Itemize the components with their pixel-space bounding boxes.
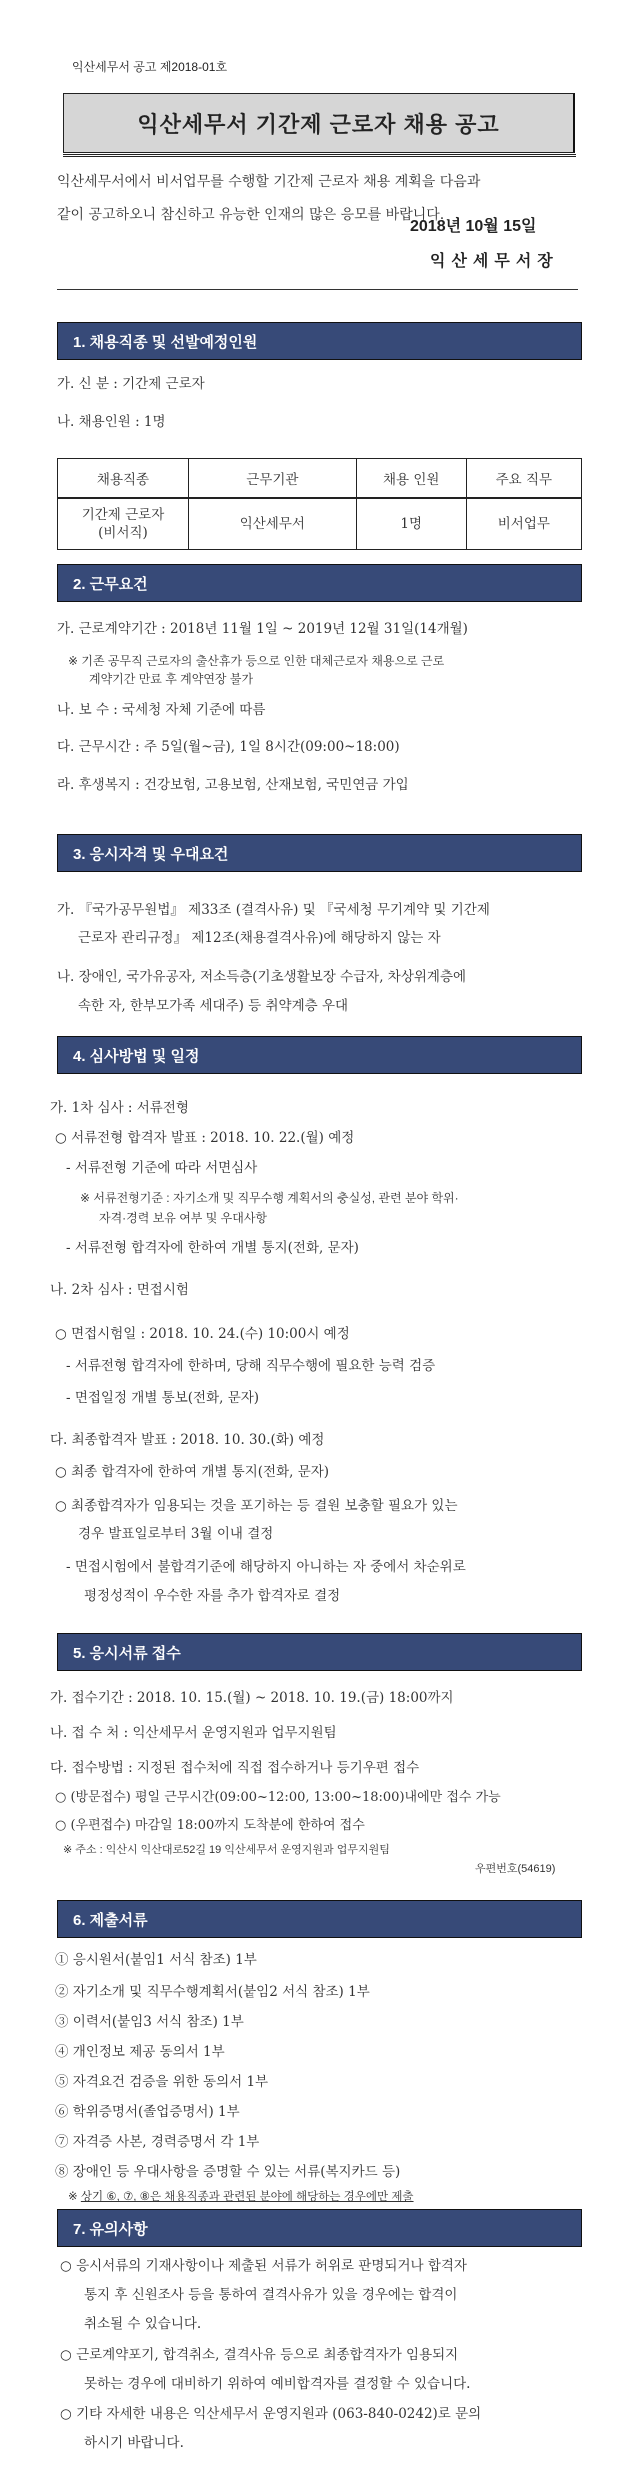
page-title: 익산세무서 기간제 근로자 채용 공고	[63, 93, 575, 153]
section-heading: 7. 유의사항	[57, 2209, 582, 2247]
list-item-continued: 통지 후 신원조사 등을 통하여 결격사유가 있을 경우에는 합격이	[84, 2287, 458, 2303]
submission-note	[68, 2188, 593, 2204]
table-header: 채용직종	[58, 459, 189, 499]
list-item: 다. 근무시간 : 주 5일(월~금), 1일 8시간(09:00~18:00)	[57, 739, 400, 755]
note: 자격·경력 보유 여부 및 우대사항	[99, 1211, 268, 1225]
list-item: - 면접일정 개별 통보(전화, 문자)	[66, 1390, 260, 1406]
list-item: ○ 서류전형 합격자 발표 : 2018. 10. 22.(월) 예정	[55, 1130, 355, 1146]
list-item: 가. 근로계약기간 : 2018년 11월 1일 ~ 2019년 12월 31일(14개월)	[57, 621, 468, 637]
table-header-row	[58, 459, 582, 499]
title-underline	[63, 154, 576, 157]
list-item: ① 응시원서(붙임1 서식 참조) 1부	[55, 1952, 257, 1968]
list-item: 나. 장애인, 국가유공자, 저소득층(기초생활보장 수급자, 차상위계층에	[57, 969, 467, 985]
list-item: ⑥ 학위증명서(졸업증명서) 1부	[55, 2104, 240, 2120]
list-item-continued: 평정성적이 우수한 자를 추가 합격자로 결정	[84, 1588, 341, 1604]
intro-line: 익산세무서에서 비서업무를 수행할 기간제 근로자 채용 계획을 다음과	[57, 174, 481, 190]
table-cell: 1명	[356, 498, 466, 550]
list-item: 나. 보 수 : 국세청 자체 기준에 따름	[57, 702, 266, 718]
list-item: 가. 접수기간 : 2018. 10. 15.(월) ~ 2018. 10. 19.(금) 18:00까지	[50, 1690, 454, 1706]
table-header: 채용 인원	[356, 459, 466, 499]
list-item: 가. 신 분 : 기간제 근로자	[57, 376, 205, 392]
list-item: 다. 최종합격자 발표 : 2018. 10. 30.(화) 예정	[50, 1432, 325, 1448]
list-item: ○ 기타 자세한 내용은 익산세무서 운영지원과 (063-840-0242)로 문의	[60, 2406, 482, 2422]
table-header: 주요 직무	[466, 459, 581, 499]
note-mark: ※	[68, 2191, 78, 2203]
section-heading: 3. 응시자격 및 우대요건	[57, 834, 582, 872]
intro-line: 같이 공고하오니 참신하고 유능한 인재의 많은 응모를 바랍니다.	[57, 207, 445, 223]
list-item: - 서류전형 합격자에 한하여 개별 통지(전화, 문자)	[66, 1240, 359, 1256]
note-text: 상기 ⑥, ⑦, ⑧은 채용직종과 관련된 분야에 해당하는 경우에만 제출	[80, 2191, 414, 2203]
list-item: 라. 후생복지 : 건강보험, 고용보험, 산재보험, 국민연금 가입	[57, 777, 409, 793]
list-item: 나. 2차 심사 : 면접시험	[50, 1282, 189, 1298]
list-item: ③ 이력서(붙임3 서식 참조) 1부	[55, 2014, 244, 2030]
note: ※ 기존 공무직 근로자의 출산휴가 등으로 인한 대체근로자 채용으로 근로	[68, 654, 445, 668]
table-cell: 비서업무	[466, 498, 581, 550]
issuer-name: 익산세무서장	[430, 253, 559, 270]
list-item-continued: 취소될 수 있습니다.	[84, 2316, 202, 2332]
list-item: ○ 근로계약포기, 합격취소, 결격사유 등으로 최종합격자가 임용되지	[60, 2347, 459, 2363]
list-item: ○ (방문접수) 평일 근무시간(09:00~12:00, 13:00~18:00)내에만 접수 가능	[55, 1790, 501, 1805]
list-item: 나. 채용인원 : 1명	[57, 414, 166, 430]
list-item: ⑦ 자격증 사본, 경력증명서 각 1부	[55, 2134, 260, 2150]
list-item: 나. 접 수 처 : 익산세무서 운영지원과 업무지원팀	[50, 1725, 337, 1741]
document-number: 익산세무서 공고 제2018-01호	[72, 60, 228, 74]
list-item: ○ 최종 합격자에 한하여 개별 통지(전화, 문자)	[55, 1464, 330, 1480]
list-item: ⑧ 장애인 등 우대사항을 증명할 수 있는 서류(복지카드 등)	[55, 2164, 401, 2180]
list-item-continued: 못하는 경우에 대비하기 위하여 예비합격자를 결정할 수 있습니다.	[84, 2376, 471, 2392]
list-item: ○ 응시서류의 기재사항이나 제출된 서류가 허위로 판명되거나 합격자	[60, 2258, 467, 2274]
list-item: - 서류전형 기준에 따라 서면심사	[66, 1160, 258, 1176]
table-header: 근무기관	[189, 459, 357, 499]
postal-code: 우편번호(54619)	[475, 1863, 556, 1875]
list-item: 가. 1차 심사 : 서류전형	[50, 1100, 189, 1116]
list-item-continued: 속한 자, 한부모가족 세대주) 등 취약계층 우대	[78, 998, 349, 1014]
note: ※ 서류전형기준 : 자기소개 및 직무수행 계획서의 충실성, 관련 분야 학위·	[80, 1191, 459, 1205]
divider	[57, 289, 578, 290]
list-item: - 서류전형 합격자에 한하며, 당해 직무수행에 필요한 능력 검증	[66, 1358, 436, 1374]
table-cell: 익산세무서	[189, 498, 357, 550]
list-item: ⑤ 자격요건 검증을 위한 동의서 1부	[55, 2074, 269, 2090]
list-item: ④ 개인정보 제공 동의서 1부	[55, 2044, 225, 2060]
section-heading: 2. 근무요건	[57, 564, 582, 602]
list-item: 다. 접수방법 : 지정된 접수처에 직접 접수하거나 등기우편 접수	[50, 1760, 420, 1776]
section-heading: 1. 채용직종 및 선발예정인원	[57, 322, 582, 360]
section-heading: 6. 제출서류	[57, 1900, 582, 1938]
table-cell	[58, 498, 189, 550]
section-heading: 4. 심사방법 및 일정	[57, 1036, 582, 1074]
cell-line: (비서직)	[98, 525, 148, 541]
cell-line: 기간제 근로자	[81, 507, 165, 523]
note: 계약기간 만료 후 계약연장 불가	[89, 672, 254, 686]
recruitment-table	[57, 458, 582, 550]
list-item: ○ (우편접수) 마감일 18:00까지 도착분에 한하여 접수	[55, 1818, 365, 1833]
section-heading: 5. 응시서류 접수	[57, 1633, 582, 1671]
list-item: ② 자기소개 및 직무수행계획서(붙임2 서식 참조) 1부	[55, 1984, 370, 2000]
list-item: ○ 면접시험일 : 2018. 10. 24.(수) 10:00시 예정	[55, 1326, 350, 1342]
table-row	[58, 498, 582, 550]
list-item: 가. 『국가공무원법』 제33조 (결격사유) 및 『국세청 무기계약 및 기간제	[57, 902, 490, 918]
list-item: - 면접시험에서 불합격기준에 해당하지 아니하는 자 중에서 차순위로	[66, 1559, 466, 1575]
list-item-continued: 경우 발표일로부터 3월 이내 결정	[78, 1526, 274, 1542]
address-note: ※ 주소 : 익산시 익산대로52길 19 익산세무서 운영지원과 업무지원팀	[63, 1844, 390, 1856]
list-item-continued: 하시기 바랍니다.	[84, 2435, 184, 2451]
announcement-date: 2018년 10월 15일	[410, 218, 537, 235]
list-item: ○ 최종합격자가 임용되는 것을 포기하는 등 결원 보충할 필요가 있는	[55, 1498, 458, 1514]
list-item-continued: 근로자 관리규정』 제12조(채용결격사유)에 해당하지 않는 자	[78, 930, 441, 946]
